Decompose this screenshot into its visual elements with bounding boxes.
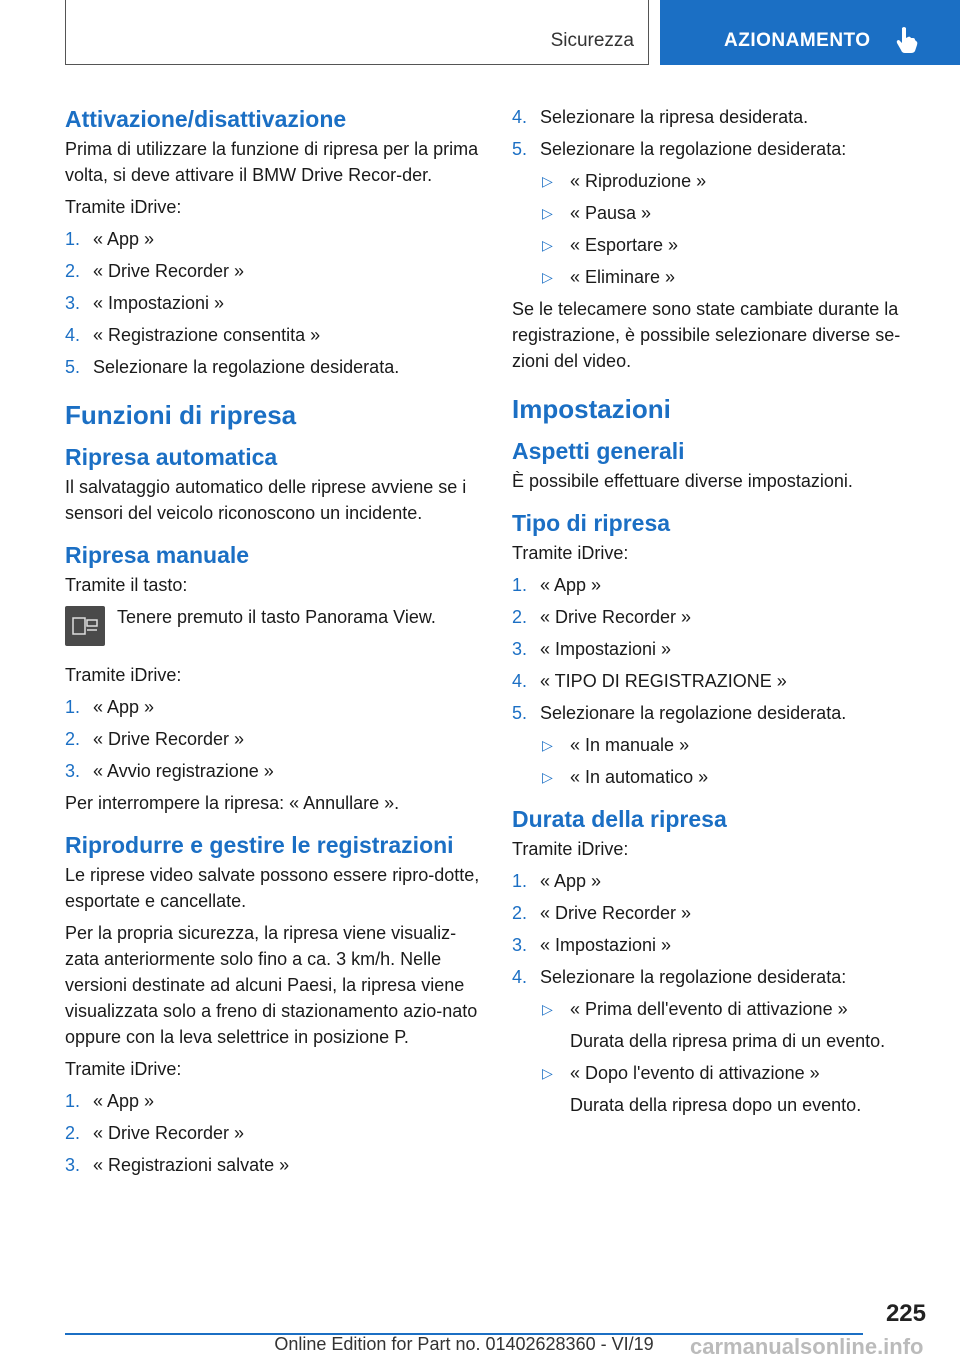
paragraph-cameras: Se le telecamere sono state cambiate durante la registrazione, è possibile selezionare diverse se-zioni del video. — [512, 299, 901, 371]
list-item: 1. « App » — [512, 575, 602, 595]
list-item: 4. « Registrazione consentita » — [65, 325, 321, 345]
list-item: 2. « Drive Recorder » — [65, 1123, 245, 1143]
list-item: 5. Selezionare la regolazione desiderata. — [65, 357, 400, 377]
paragraph-interrupt: Per interrompere la ripresa: « Annullare ». — [65, 793, 400, 813]
button-instruction-text: Tenere premuto il tasto Panorama View. — [117, 607, 436, 627]
paragraph-play-2: Per la propria sicurezza, la ripresa viene visualiz-zata anteriormente solo fino a ca. 3 km/h. Nelle versioni destinate ad alcuni Paesi, la ripresa viene visualizzata solo a freno di stazionamento azio-nato oppure con la leva selettrice in posizione P. — [65, 923, 478, 1047]
list-item: 4. « TIPO DI REGISTRAZIONE » — [512, 671, 787, 691]
list-item: 3. « Impostazioni » — [65, 293, 225, 313]
heading-functions: Funzioni di ripresa — [65, 400, 297, 430]
list-item: 1. « App » — [512, 871, 602, 891]
sub-list-item: ▷ « Prima dell'evento di attivazione » Durata della ripresa prima di un evento. — [512, 996, 927, 1054]
steps-play — [65, 1088, 480, 1178]
list-item: 5. Selezionare la regolazione desiderata. — [512, 703, 847, 723]
sub-list-item: ▷ « Pausa » — [512, 200, 927, 226]
via-idrive-label: Tramite iDrive: — [512, 839, 629, 859]
triangle-bullet-icon: ▷ — [542, 737, 553, 753]
via-idrive-label: Tramite iDrive: — [65, 665, 182, 685]
header-section-box — [65, 0, 649, 65]
heading-general: Aspetti generali — [512, 438, 685, 464]
panorama-view-button-icon — [65, 606, 105, 646]
sub-options-type — [512, 732, 927, 790]
watermark: carmanualsonline.info — [690, 1334, 924, 1359]
heading-activation: Attivazione/disattivazione — [65, 106, 347, 132]
via-idrive-label: Tramite iDrive: — [65, 197, 182, 217]
triangle-bullet-icon: ▷ — [542, 237, 553, 253]
list-item: 2. « Drive Recorder » — [512, 903, 692, 923]
heading-type: Tipo di ripresa — [512, 510, 671, 536]
via-idrive-label: Tramite iDrive: — [512, 543, 629, 563]
sub-options-play — [512, 168, 927, 290]
steps-activation — [65, 226, 480, 380]
via-idrive-label: Tramite iDrive: — [65, 1059, 182, 1079]
list-item: 4. Selezionare la regolazione desiderata: — [512, 967, 847, 987]
chapter-label: AZIONAMENTO — [724, 30, 871, 51]
sub-item-description: Durata della ripresa prima di un evento. — [570, 1031, 886, 1051]
triangle-bullet-icon: ▷ — [542, 269, 553, 285]
list-item: 1. « App » — [65, 229, 155, 249]
button-instruction — [65, 604, 480, 654]
sub-list-item: ▷ « Esportare » — [512, 232, 927, 258]
heading-manual: Ripresa manuale — [65, 542, 250, 568]
list-item: 2. « Drive Recorder » — [512, 607, 692, 627]
triangle-bullet-icon: ▷ — [542, 173, 553, 189]
right-column — [512, 104, 927, 1124]
list-item: 1. « App » — [65, 697, 155, 717]
paragraph-general: È possibile effettuare diverse impostazioni. — [512, 471, 853, 491]
left-column — [65, 104, 480, 1184]
steps-type — [512, 572, 927, 726]
list-item: 1. « App » — [65, 1091, 155, 1111]
sub-item-description: Durata della ripresa dopo un evento. — [570, 1095, 862, 1115]
sub-list-item: ▷ « Eliminare » — [512, 264, 927, 290]
list-item: 3. « Impostazioni » — [512, 639, 672, 659]
triangle-bullet-icon: ▷ — [542, 1001, 553, 1017]
paragraph-play-1: Le riprese video salvate possono essere ripro-dotte, esportate e cancellate. — [65, 865, 480, 911]
list-item: 5. Selezionare la regolazione desiderata: — [512, 139, 847, 159]
hand-pointer-icon — [896, 26, 918, 59]
heading-duration: Durata della ripresa — [512, 806, 727, 832]
heading-auto: Ripresa automatica — [65, 444, 278, 470]
heading-play: Riprodurre e gestire le registrazioni — [65, 832, 454, 858]
list-item: 3. « Registrazioni salvate » — [65, 1155, 290, 1175]
sub-list-item: ▷ « In manuale » — [512, 732, 927, 758]
steps-manual — [65, 694, 480, 784]
heading-settings: Impostazioni — [512, 394, 671, 424]
list-item: 3. « Avvio registrazione » — [65, 761, 274, 781]
sub-list-item: ▷ « In automatico » — [512, 764, 927, 790]
header-chapter-box — [660, 0, 960, 65]
paragraph-activation: Prima di utilizzare la funzione di ripresa per la prima volta, si deve attivare il BMW Drive Recor-der. — [65, 139, 479, 185]
page-number: 225 — [885, 1300, 926, 1327]
via-button-label: Tramite il tasto: — [65, 575, 188, 595]
steps-duration — [512, 868, 927, 990]
list-item: 2. « Drive Recorder » — [65, 729, 245, 749]
sub-list-item: ▷ « Riproduzione » — [512, 168, 927, 194]
triangle-bullet-icon: ▷ — [542, 205, 553, 221]
list-item: 4. Selezionare la ripresa desiderata. — [512, 107, 809, 127]
sub-list-item: ▷ « Dopo l'evento di attivazione » Durata della ripresa dopo un evento. — [512, 1060, 927, 1118]
list-item: 3. « Impostazioni » — [512, 935, 672, 955]
section-label: Sicurezza — [550, 30, 634, 51]
triangle-bullet-icon: ▷ — [542, 1065, 553, 1081]
list-item: 2. « Drive Recorder » — [65, 261, 245, 281]
triangle-bullet-icon: ▷ — [542, 769, 553, 785]
footer-edition: Online Edition for Part no. 01402628360 - VI/19 — [274, 1334, 654, 1354]
sub-options-duration — [512, 996, 927, 1118]
steps-play-continued — [512, 104, 927, 162]
paragraph-auto: Il salvataggio automatico delle riprese avviene se i sensori del veicolo riconoscono un incidente. — [65, 477, 467, 523]
